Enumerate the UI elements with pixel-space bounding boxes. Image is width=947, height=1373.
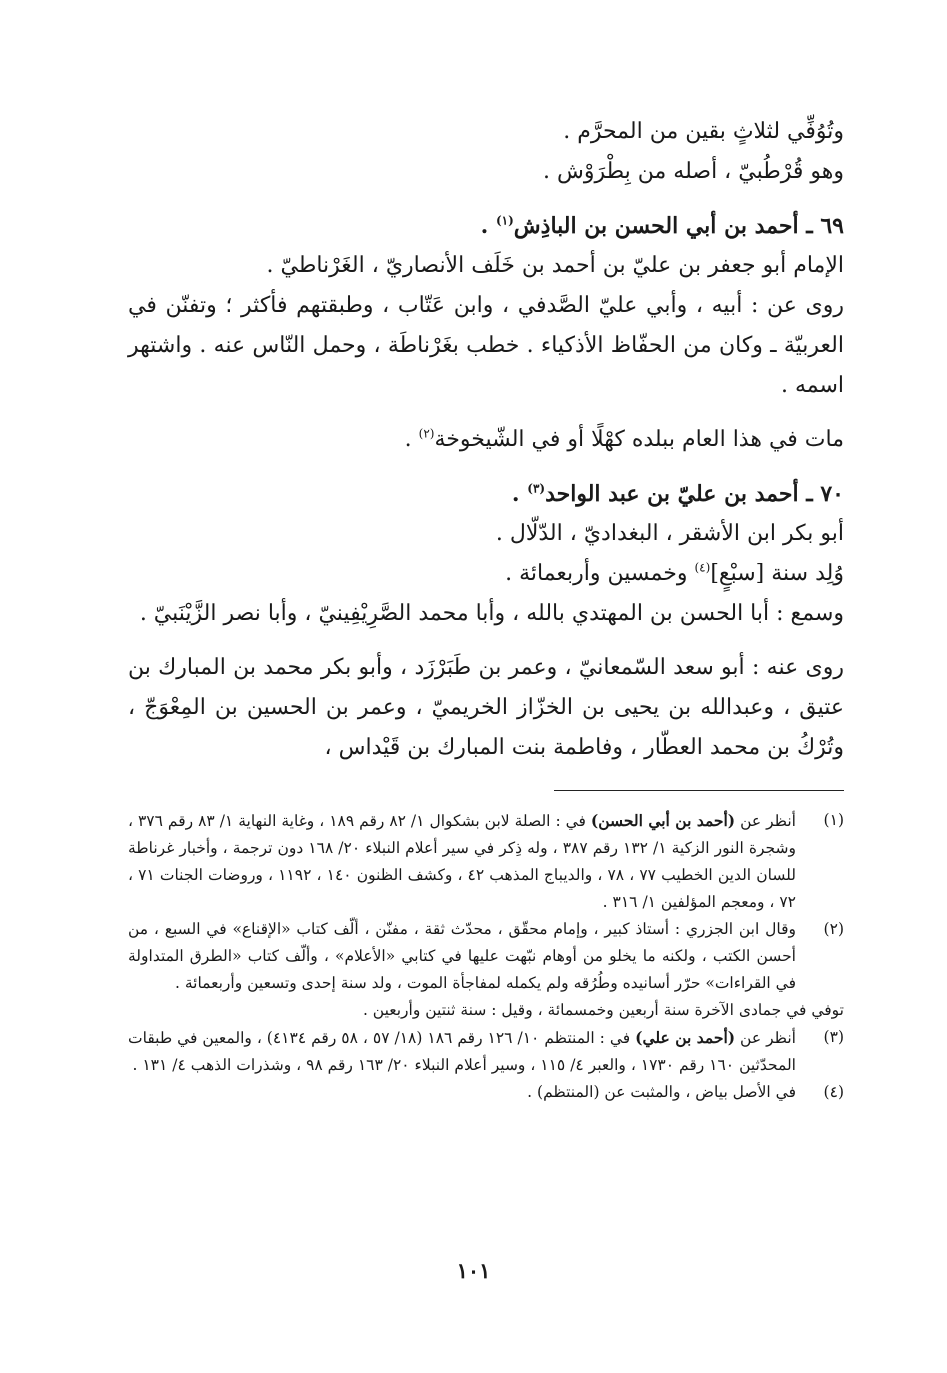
entry-70-birth: وُلِد سنة [سبْعٍ]$^{(٤)}$ وخمسين وأربعمائة .: [505, 560, 844, 586]
main-text: [128, 112, 844, 768]
footnotes: [128, 807, 844, 1106]
text-line: وتُوُفِّي لثلاثٍ بقين من المحرَّم .: [563, 119, 844, 144]
entry-69-death: مات في هذا العام ببلده كهْلًا أو في الشّيخوخة$^{(٢)}$ .: [404, 426, 844, 452]
footnote-2-continued: توفي في جمادى الآخرة سنة أربعين وخمسمائة ، وقيل : سنة ثنتين وأربعين .: [362, 1001, 844, 1019]
entry-70-heading: ٧٠ ـ أحمد بن عليّ بن عبد الواحد$^{(٣)}$ .: [511, 481, 844, 507]
footnote-ref-3: (٣): [527, 481, 546, 496]
page-number: ١٠١: [456, 1258, 491, 1283]
footnote-4: (٤) في الأصل بياض ، والمثبت عن (المنتظم) .: [128, 1079, 844, 1106]
footnote-1: (١) أنظر عن (أحمد بن أبي الحسن) في : الصلة لابن بشكوال ١/ ٨٢ رقم ١٨٩ ، وغاية النهاية ١/ ٨٣ رقم ٣٧٦ ، وشجرة النور الزكية ١/ ١٣٢ رقم ٣٨٧ ، وله ذِكر في سير أعلام النبلاء ٢٠/ ١٦٨ دون ترجمة ، وأخبار غرناطة للسان الدين الخطيب ٧٧ ، ٧٨ ، والديباج المذهب ٤٢ ، وكشف الظنون ١٤٠ ، ١١٩٢ ، وروضات الجنات ٧١ ، ٧٢ ، ومعجم المؤلفين ١/ ٣١٦ .: [128, 807, 844, 916]
entry-69-name: الإمام أبو جعفر بن عليّ بن أحمد بن خَلَف الأنصاريّ ، الغَرْناطيّ .: [266, 253, 844, 278]
footnote-number: (٢): [823, 920, 844, 938]
footnote-divider: [554, 790, 844, 791]
footnote-3: (٣) أنظر عن (أحمد بن علي) في : المنتظم ١٠/ ١٢٦ رقم ١٨٦ (١٨/ ٥٧ ، ٥٨ رقم ٤١٣٤) ، والمعين في طبقات المحدّثين ١٦٠ رقم ١٧٣٠ ، والعبر ٤/ ١١٥ ، وسير أعلام النبلاء ٢٠/ ١٦٣ رقم ٩٨ ، وشذرات الذهب ٤/ ١٣١ .: [128, 1024, 844, 1079]
footnote-ref-4: (٤): [694, 560, 711, 575]
footnote-number: (٤): [823, 1083, 844, 1101]
entry-70-name: أبو بكر ابن الأشقر ، البغداديّ ، الدّلّال .: [495, 521, 844, 546]
footnote-number: (١): [823, 811, 844, 829]
entry-69-body: روى عن : أبيه ، وأبي عليّ الصَّدفي ، وابن عَتّاب ، وطبقتهم فأكثر ؛ وتفنّن في العربيّة ـ وكان من الحفّاظ الأذكياء . خطب بغَرْناطَة ، وحمل النّاس عنه . واشتهر اسمه .: [128, 293, 844, 398]
footnote-ref-2: (٢): [418, 426, 435, 441]
entry-69-heading: ٦٩ ـ أحمد بن أبي الحسن بن الباذِش$^{(١)}$ .: [480, 213, 844, 239]
footnote-number: (٣): [823, 1028, 844, 1046]
entry-70-narrated: روى عنه : أبو سعد السّمعانيّ ، وعمر بن طَبَرْزَد ، وأبو بكر محمد بن المبارك بن عتيق ، وعبدالله بن يحيى بن الخزّاز الخريميّ ، وعمر بن الحسين بن المِعْوَجّ ، وتُرْكُ بن محمد العطّار ، وفاطمة بنت المبارك بن قَيْداس ،: [128, 655, 844, 760]
footnote-2: (٢) وقال ابن الجزري : أستاذ كبير ، وإمام محقّق ، محدّث ثقة ، مفنّن ، ألّف كتاب «الإقناع» في السبع ، من أحسن الكتب ، ولكنه ما يخلو من أوهام نبّهت عليها في كتابي «الأعلام» ، وألّف كتاب «الطرق المتداولة في القراءات» حرّر أسانيده وطُرُقه ولم يكمله لمفاجأة الموت ، ولد سنة إحدى وتسعين وأربعمائة .: [128, 916, 844, 997]
text-line: وهو قُرْطُبيّ ، أصله من بِطْرَوْش .: [543, 159, 844, 184]
document-page: [128, 112, 844, 1106]
entry-70-heard: وسمع : أبا الحسن بن المهتدي بالله ، وأبا محمد الصَّرِيْفِينيّ ، وأبا نصر الزَّيْنَبيّ .: [139, 601, 844, 626]
footnote-ref-1: (١): [495, 213, 514, 228]
